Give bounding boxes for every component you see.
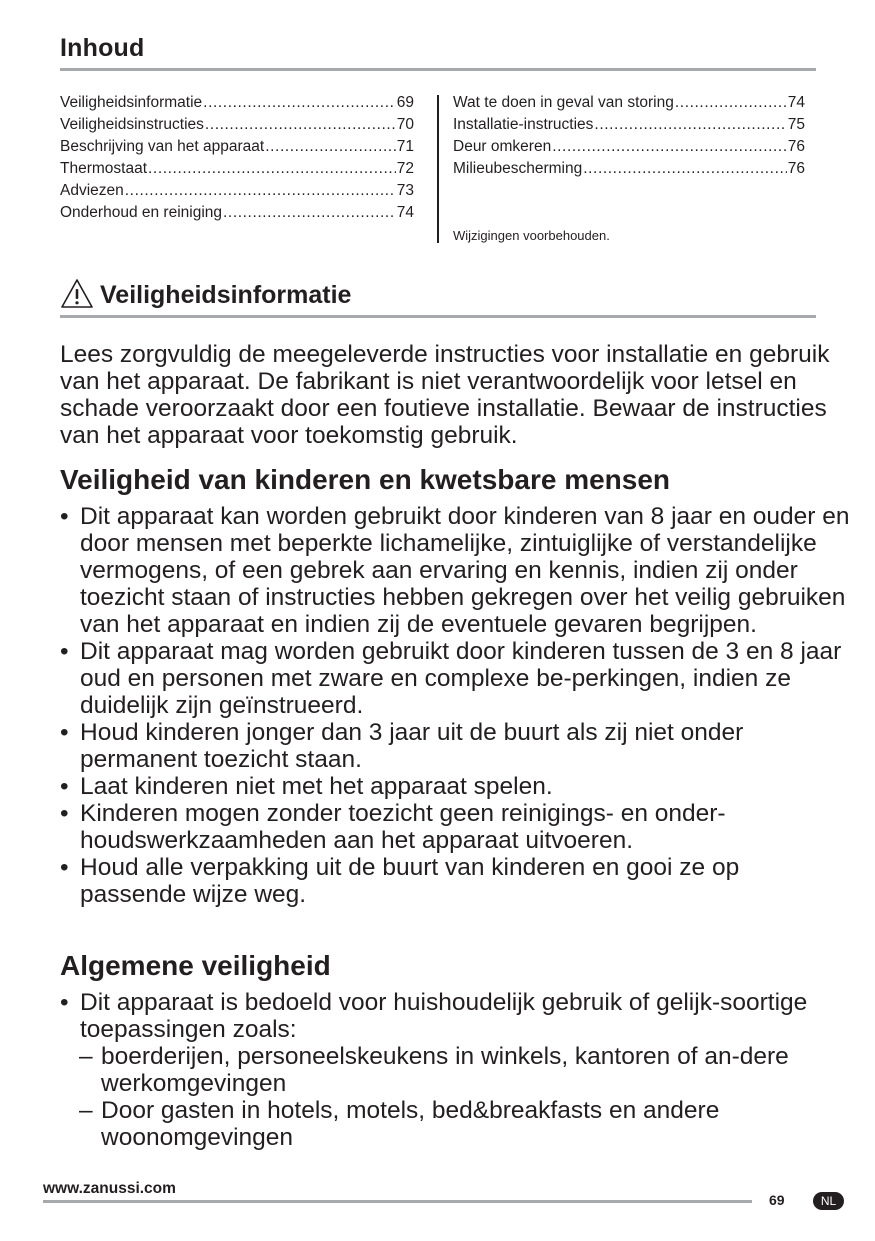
- intro-paragraph: Lees zorgvuldig de meegeleverde instructies voor installatie en gebruik van het apparaat. De fabrikant is niet verantwoordelijk voor letsel en schade veroorzaakt door een foutieve installatie. Bewaar de instructies van het apparaat voor toekomstig gebruik.: [60, 341, 830, 449]
- toc-entry[interactable]: Beschrijving van het apparaat ..... 71: [60, 136, 414, 158]
- toc-entry[interactable]: Milieubescherming ..... 76: [453, 158, 805, 180]
- footer-rule: [43, 1200, 752, 1203]
- toc-entry[interactable]: Adviezen ..... 73: [60, 180, 414, 202]
- general-safety-list: [60, 989, 850, 1151]
- toc-entry[interactable]: Installatie-instructies ..... 75: [453, 114, 805, 136]
- changes-reserved-note: Wijzigingen voorbehouden.: [453, 228, 610, 243]
- page-number: 69: [769, 1192, 785, 1208]
- safety-heading: [60, 278, 351, 310]
- list-item: • Dit apparaat kan worden gebruikt door kinderen van 8 jaar en ouder en door mensen met beperkte lichamelijke, zintuiglijke of verstandelijke vermogens, of een gebrek aan ervaring en kennis, indien zij onder toezicht staan of instructies hebben gekregen over het veilig gebruiken van het apparaat en indien zij de eventuele gevaren begrijpen.: [60, 503, 850, 638]
- list-item: • Dit apparaat is bedoeld voor huishoudelijk gebruik of gelijk-soortige toepassingen zoals:: [60, 989, 808, 1043]
- children-safety-list: [60, 503, 850, 908]
- safety-title: Veiligheidsinformatie: [100, 281, 352, 309]
- footer-website-link[interactable]: www.zanussi.com: [43, 1180, 176, 1197]
- language-badge: NL: [813, 1192, 844, 1210]
- list-item: • Houd alle verpakking uit de buurt van kinderen en gooi ze op passende wijze weg.: [60, 854, 740, 908]
- safety-title-rule: [60, 315, 816, 318]
- list-item: • Houd kinderen jonger dan 3 jaar uit de buurt als zij niet onder permanent toezicht staan.: [60, 719, 744, 773]
- toc-entry[interactable]: Thermostaat ..... 72: [60, 158, 414, 180]
- toc-entry[interactable]: Veiligheidsinformatie ..... 69: [60, 92, 414, 114]
- toc-entry[interactable]: Veiligheidsinstructies ..... 70: [60, 114, 414, 136]
- warning-icon: [60, 278, 94, 310]
- sub-list-item: – Door gasten in hotels, motels, bed&breakfasts en andere woonomgevingen: [79, 1097, 720, 1151]
- toc-title: Inhoud: [60, 34, 145, 62]
- toc-title-rule: [60, 68, 816, 71]
- general-safety-heading: Algemene veiligheid: [60, 950, 331, 981]
- toc-right-column: [453, 92, 805, 180]
- children-safety-heading: Veiligheid van kinderen en kwetsbare mensen: [60, 464, 671, 495]
- list-item: • Kinderen mogen zonder toezicht geen reinigings- en onder-houdswerkzaamheden aan het apparaat uitvoeren.: [60, 800, 726, 854]
- toc-left-column: [60, 92, 414, 224]
- sub-list-item: – boerderijen, personeelskeukens in winkels, kantoren of an-dere werkomgevingen: [79, 1043, 789, 1097]
- toc-entry[interactable]: Wat te doen in geval van storing ..... 74: [453, 92, 805, 114]
- list-item: • Laat kinderen niet met het apparaat spelen.: [60, 773, 553, 800]
- toc-entry[interactable]: Deur omkeren ..... 76: [453, 136, 805, 158]
- list-item: • Dit apparaat mag worden gebruikt door kinderen tussen de 3 en 8 jaar oud en personen met zware en complexe be-perkingen, indien ze duidelijk zijn geïnstrueerd.: [60, 638, 842, 719]
- toc-divider: [437, 95, 439, 243]
- toc-entry[interactable]: Onderhoud en reiniging ..... 74: [60, 202, 414, 224]
